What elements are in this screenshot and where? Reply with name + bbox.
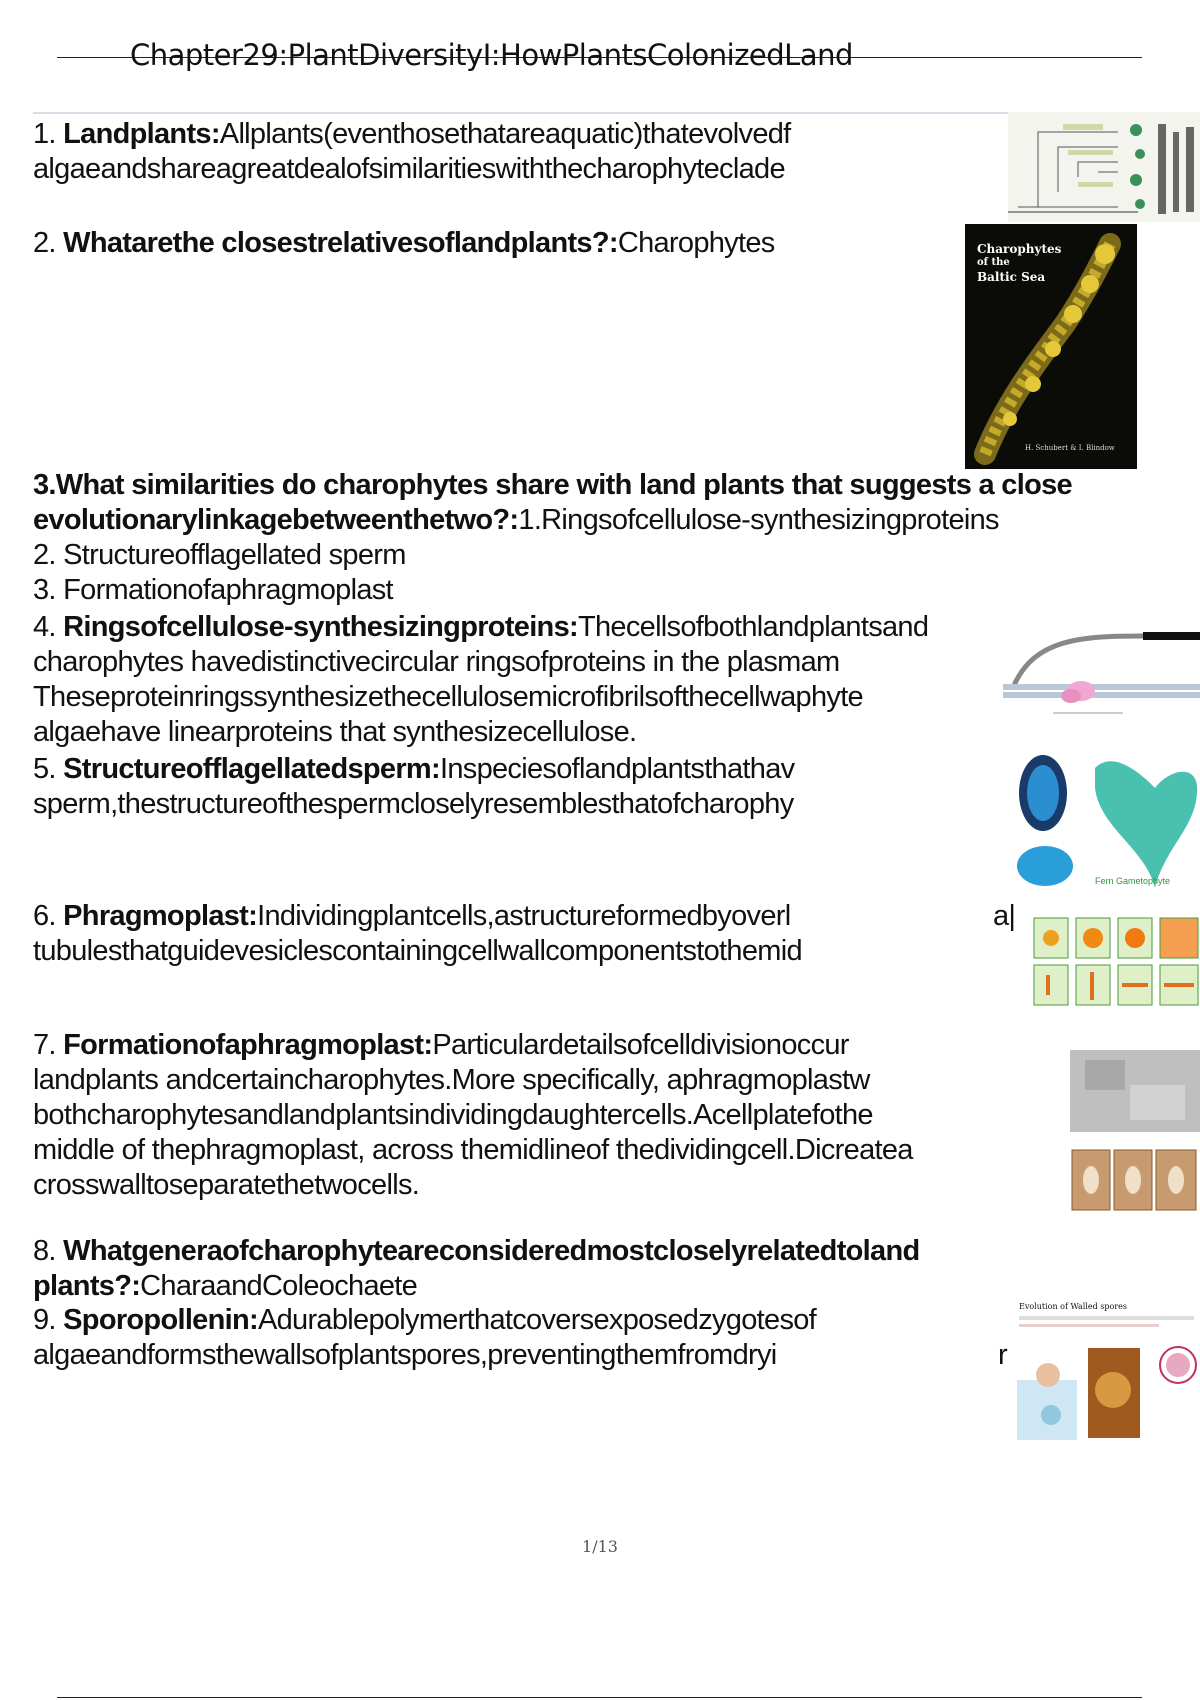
list-item: 7. Formationofaphragmoplast:Particulardetailsofcelldivisionoccur landplants andcertaincharophytes.More specifically, aphragmoplastw bothcharophytesandlandplantsindividingdaughtercells.Acellplatefothe middle of thephragmoplast, across themidlineof thedividingcell.Dicreatea crosswalltoseparatethetwocells.: [33, 1029, 913, 1201]
cellulose-ring-figure: [1003, 628, 1200, 736]
page-number: 1/13: [582, 1537, 618, 1556]
book-editors: H. Schubert & I. Blindow: [1025, 444, 1115, 452]
sperm-gametophyte-figure: [1005, 748, 1200, 900]
list-item: 4. Ringsofcellulose-synthesizingproteins:Thecellsofbothlandplantsand charophytes havedistinctivecircular ringsofproteins in the plasmam Theseproteinringssynthesizethecellulosemicrofibrilsofthecellwaphyte algaehave linearproteins that synthesizecellulose.: [33, 611, 929, 748]
walled-spores-figure: [1013, 1300, 1200, 1450]
book-title: Charophytes of the Baltic Sea: [977, 242, 1062, 284]
stray-text: r: [998, 1339, 1007, 1371]
figure-title: Evolution of Walled spores: [1019, 1302, 1128, 1311]
list-item: 8. Whatgeneraofcharophyteareconsideredmostcloselyrelatedtoland plants?:CharaandColeochaete: [33, 1235, 920, 1302]
footer-rule: [57, 1697, 1142, 1698]
figure-caption: Fern Gametophyte: [1095, 876, 1171, 886]
list-item: 3.What similarities do charophytes share with land plants that suggests a close evolutionarylinkagebetweenthetwo?:1.Ringsofcellulose-synthesizingproteins 2. Structureofflagellated sperm 3. Formationofaphragmoplast: [33, 469, 1072, 606]
stray-text: a|: [993, 900, 1016, 932]
book-cover-image: [965, 224, 1137, 469]
list-item: 5. Structureofflagellatedsperm:Inspeciesoflandplantsthathav sperm,thestructureofthespermcloselyresemblesthatofcharophy: [33, 753, 795, 820]
page-title: Chapter29:PlantDiversityI:HowPlantsColonizedLand: [130, 38, 853, 72]
micrograph-figure: [1070, 1050, 1200, 1220]
phylogeny-figure: [1008, 112, 1200, 222]
list-item: 9. Sporopollenin:Adurablepolymerthatcoversexposedzygotesof algaeandformsthewallsofplantspores,preventingthemfromdryi: [33, 1304, 817, 1371]
list-item: 6. Phragmoplast:Individingplantcells,astructureformedbyoverl tubulesthatguidevesiclescontainingcellwallcomponentstothemid: [33, 900, 802, 967]
cell-division-figure: [1030, 910, 1200, 1010]
list-item: 2. Whatarethe closestrelativesoflandplants?:Charophytes: [33, 227, 775, 259]
list-item: 1. Landplants:Allplants(eventhosethatareaquatic)thatevolvedf algaeandshareagreatdealofsimilaritieswiththecharophyteclade: [33, 118, 791, 185]
